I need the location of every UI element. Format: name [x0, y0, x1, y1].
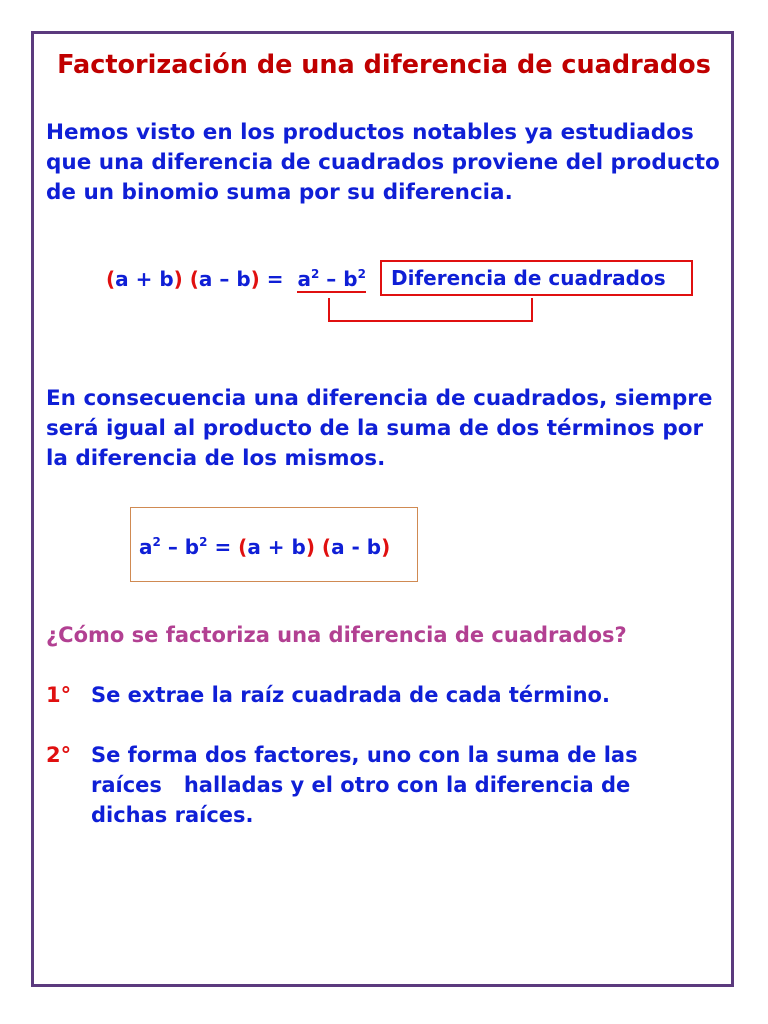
paren-close-2: ) [381, 535, 391, 559]
intro-line-3: de un binomio suma por su diferencia. [46, 180, 513, 205]
step-text [91, 680, 711, 710]
step-line: raíces halladas y el otro con la diferencia de [91, 773, 631, 797]
sum-factor: a + b [247, 535, 306, 559]
label-connector-bracket [328, 298, 533, 322]
consequence-line-3: la diferencia de los mismos. [46, 446, 386, 471]
paren-close-1: ) [173, 267, 183, 291]
factorization-formula [139, 533, 390, 561]
squares-difference [297, 267, 365, 293]
paren-open-2: ( [189, 267, 199, 291]
exponent-b: 2 [357, 267, 366, 281]
difference-of-squares-label: Diferencia de cuadrados [380, 260, 693, 296]
page-title: Factorización de una diferencia de cuadrados [57, 50, 711, 80]
term-b: b [343, 267, 358, 291]
paren-close-2: ) [250, 267, 260, 291]
difference-factor: a - b [331, 535, 382, 559]
paren-close-1: ) [305, 535, 315, 559]
intro-line-2: que una diferencia de cuadrados proviene del producto [46, 150, 720, 175]
product-identity [106, 265, 366, 293]
paren-open-1: ( [238, 535, 248, 559]
sum-factor: a + b [115, 267, 174, 291]
difference-factor: a – b [198, 267, 251, 291]
minus-sign: – [319, 267, 344, 291]
paren-open-2: ( [321, 535, 332, 559]
step-line: Se extrae la raíz cuadrada de cada término. [91, 683, 610, 707]
section-question: ¿Cómo se factoriza una diferencia de cuadrados? [46, 623, 627, 647]
equals-sign: = [207, 535, 239, 559]
term-a: a [139, 535, 153, 559]
step-number: 1° [46, 683, 72, 707]
step-text [91, 740, 711, 830]
intro-paragraph [46, 118, 736, 208]
exponent-a: 2 [152, 535, 161, 549]
step-line: Se forma dos factores, uno con la suma de las [91, 743, 638, 767]
consequence-line-1: En consecuencia una diferencia de cuadrados, siempre [46, 386, 713, 411]
paren-open-1: ( [106, 267, 116, 291]
exponent-a: 2 [310, 267, 320, 281]
step-line: dichas raíces. [91, 803, 254, 827]
term-a: a [297, 267, 311, 291]
term-b: b [184, 535, 200, 559]
minus-sign: – [160, 535, 185, 559]
consequence-line-2: será igual al producto de la suma de dos términos por [46, 416, 704, 441]
exponent-b: 2 [199, 535, 208, 549]
consequence-paragraph [46, 384, 736, 474]
equals-sign: = [259, 267, 291, 291]
step-number: 2° [46, 743, 72, 767]
intro-line-1: Hemos visto en los productos notables ya estudiados [46, 120, 694, 145]
